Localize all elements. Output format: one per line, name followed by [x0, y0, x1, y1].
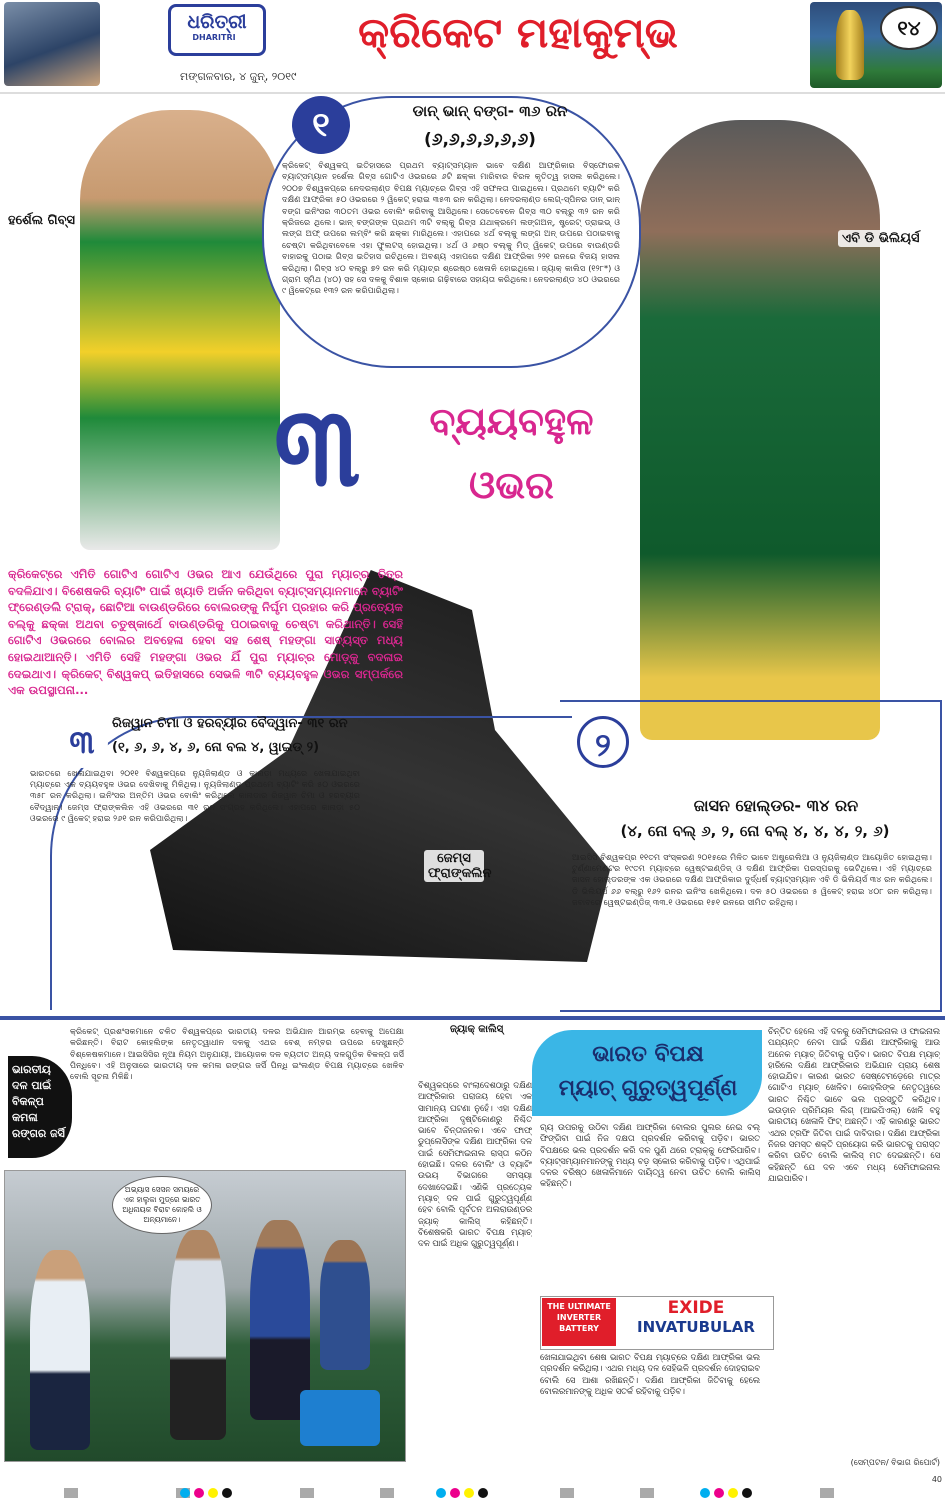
match-column-2b: ଖେଳାଯାଇଥିବା ଶେଷ ଭାରତ ବିପକ୍ଷ ମ୍ୟାଚ୍‌ରେ ଦକ୍ଷିଣ ଆଫ୍ରିକା ଭଲ ପ୍ରଦର୍ଶନ କରିଥିଲା। ଏଥର ମଧ୍ୟ ଦଳ ସେହିଭଳି ପ୍ରଦର୍ଶନ ଦୋହରାଇବ ବୋଲି ସେ ଆଶା ରଖିଛନ୍ତି। ଦକ୍ଷିଣ ଆଫ୍ରିକା ଜିତିବାକୁ ହେଲେ ବୋଲରମାନଙ୍କୁ ଅଧିକ ସତର୍କ ରହିବାକୁ ପଡ଼ିବ। [540, 1352, 760, 1396]
story-2-balls: (୪, ନୋ ବଲ୍ ୬, ୨, ନୋ ବଲ୍ ୪, ୪, ୪, ୨, ୬) [620, 822, 890, 840]
jersey-story-body: କ୍ରିକେଟ୍ ପ୍ରଶଂସକମାନେ ଚଳିତ ବିଶ୍ୱକପ୍‌ରେ ଭାରତୀୟ ଦଳର ଅଭିଯାନ ଆରମ୍ଭ ହେବାକୁ ଅପେକ୍ଷା କରିଛନ୍ତି। ବିରାଟ କୋହଲିଙ୍କ ନେତୃତ୍ୱାଧୀନ ଦଳକୁ ଏଥର ବେଶ୍ ନମ୍ବର ଉପରେ ଦେଖୁଛନ୍ତି ବିଶ୍ଳେଷକମାନେ। ଆଇସିସିର ନୂଆ ନିୟମ ଅନୁଯାୟୀ, ଆୟୋଜକ ଦଳ ବ୍ୟତୀତ ଅନ୍ୟ ଦଳଗୁଡ଼ିକ ବିକଳ୍ପ ଜର୍ସି ପିନ୍ଧିବେ। ଏହି ଅନୁସାରେ ଭାରତୀୟ ଦଳ କମଳା ରଙ୍ଗର ଜର୍ସି ପିନ୍ଧି ଇଂଲଣ୍ଡ ବିପକ୍ଷ ମ୍ୟାଚ୍‌ରେ ଖେଳିବ ବୋଲି ସୂଚନା ମିଳିଛି। [70, 1026, 404, 1082]
callis-caption: ଜ୍ୟାକ୍ କାଲିସ୍ [450, 1024, 504, 1035]
section-divider [0, 1016, 945, 1020]
magenta-dot-icon [194, 1488, 204, 1498]
ad-tagline: THE ULTIMATE INVERTER BATTERY [542, 1298, 616, 1346]
newspaper-logo-sub: DHARITRI [192, 33, 236, 42]
black-dot-icon [222, 1488, 232, 1498]
registration-mark [820, 1488, 834, 1498]
franklin-caption: ଜେମ୍ସ ଫ୍ରାଙ୍କଲିନ [424, 850, 484, 882]
headline-number: ୩ [273, 382, 361, 511]
black-dot-icon [742, 1488, 752, 1498]
match-headline-line-2: ମ୍ୟାଚ୍ ଗୁରୁତ୍ୱପୂର୍ଣ୍ଣ [558, 1076, 738, 1101]
headline-line-1: ବ୍ୟୟବହୁଳ [429, 398, 594, 443]
cyan-dot-icon [436, 1488, 446, 1498]
kohli-figure [30, 1250, 90, 1450]
registration-mark [560, 1488, 574, 1498]
player-figure [250, 1220, 310, 1420]
story-3-rank: ୩ [56, 716, 108, 768]
match-column-1: ବିଶ୍ୱକପ୍‌ରେ ବାଂଲାଦେଶଠାରୁ ଦକ୍ଷିଣ ଆଫ୍ରିକାର ପରାଜୟ ହେବା ଏକ ସାମାନ୍ୟ ଘଟଣା ନୁହେଁ। ଏହା ଦକ୍ଷିଣ ଆଫ୍ରିକା ଦୃଷ୍ଟିକୋଣରୁ ନିଶ୍ଚିତ ଭାବେ ଚିନ୍ତାଜନକ। ଏବେ ଫାଫ୍ ଡୁପ୍ଲେସିଙ୍କ ଦକ୍ଷିଣ ଆଫ୍ରିକା ଦଳ ପାଇଁ ସେମିଫାଇନାଲ ରାସ୍ତା କଠିନ ହୋଇଛି। ଦଳର ବୋଲିଂ ଓ ବ୍ୟାଟିଂ ଉଭୟ ବିଭାଗରେ ସମସ୍ୟା ଦେଖାଦେଇଛି। ଏଣିକି ପ୍ରତ୍ୟେକ ମ୍ୟାଚ୍ ଦଳ ପାଇଁ ଗୁରୁତ୍ୱପୂର୍ଣ୍ଣ ହେବ ବୋଲି ପୂର୍ବତନ ଅଲରାଉଣ୍ଡର ଜ୍ୟାକ୍ କାଲିସ୍ କହିଛନ୍ତି। ବିଶେଷକରି ଭାରତ ବିପକ୍ଷ ମ୍ୟାଚ୍ ଦଳ ପାଇଁ ଅଧିକ ଗୁରୁତ୍ୱପୂର୍ଣ୍ଣ। [418, 1080, 532, 1249]
player-figure-2 [320, 1240, 370, 1370]
devilliers-photo [640, 120, 880, 740]
world-cup-trophy-icon [836, 10, 864, 80]
header-player-photo [4, 2, 100, 86]
cyan-dot-icon [180, 1488, 190, 1498]
story-3-title: ରିଜୱାନ ଚିମା ଓ ହରବ୍ୟୀର ବୈଦ୍ୱାନ- ୩୧ ରନ [112, 716, 348, 731]
coach-figure [170, 1230, 226, 1440]
ad-product: INVATUBULAR [637, 1318, 755, 1336]
magenta-dot-icon [714, 1488, 724, 1498]
story-1-balls: (୬,୬,୬,୬,୬,୬) [424, 130, 536, 150]
yellow-dot-icon [208, 1488, 218, 1498]
magenta-dot-icon [450, 1488, 460, 1498]
yellow-dot-icon [464, 1488, 474, 1498]
jersey-story-label: ଭାରତୀୟ ଦଳ ପାଇଁ ବିକଳ୍ପ କମଳା ରଙ୍ଗର ଜର୍ସି [8, 1056, 72, 1158]
cooler-box [300, 1390, 380, 1446]
story-2-body: ଆଇସିସି ବିଶ୍ୱକପ୍‌ର ୧୧ତମ ସଂସ୍କରଣ ୨୦୧୫ରେ ମିଳିତ ଭାବେ ଅଷ୍ଟ୍ରେଲିଆ ଓ ନ୍ୟୁଜିଲାଣ୍ଡ ଆୟୋଜିତ ହୋଇଥିଲା। ଟୁର୍ଣ୍ଣାମେଣ୍ଟର ୧୯ତମ ମ୍ୟାଚ୍‌ରେ ୱେଷ୍ଟଇଣ୍ଡିଜ୍ ଓ ଦକ୍ଷିଣ ଆଫ୍ରିକା ପରସ୍ପରକୁ ଭେଟିଥିଲେ। ଏହି ମ୍ୟାଚ୍‌ରେ ଜାସନ ହୋଲ୍ଡରଙ୍କ ଏକ ଓଭରରେ ଦକ୍ଷିଣ ଆଫ୍ରିକାର ଦୁର୍ଦ୍ଧର୍ଷ ବ୍ୟାଟ୍ସମ୍ୟାନ ଏବି ଡି ଭିଲିୟର୍ସ ୩୪ ରନ କରିଥିଲେ। ଡି ଭିଲିୟର୍ସ ୬୬ ବଲ୍‌ରୁ ୧୬୨ ରନର ଇନିଂସ ଖେଳିଥିଲେ। ଦଳ ୫୦ ଓଭରରେ ୫ ୱିକେଟ୍ ହରାଇ ୪୦୮ ରନ କରିଥିଲା। ଜବାବରେ ୱେଷ୍ଟଇଣ୍ଡିଜ୍ ୩୩.୧ ଓଭରରେ ୧୫୧ ରନରେ ସୀମିତ ରହିଥିଲା। [572, 852, 932, 907]
registration-mark [300, 1488, 314, 1498]
headline-line-2: ଓଭର [469, 462, 554, 507]
story-3-balls: (୧, ୬, ୬, ୪, ୬, ନୋ ବଲ ୪, ୱାଇଡ୍ ୨) [112, 740, 320, 755]
cyan-dot-icon [700, 1488, 710, 1498]
story-2-title: ଜାସନ ହୋଲ୍ଡର- ୩୪ ରନ [693, 796, 859, 815]
gibbs-photo [80, 110, 280, 550]
story-3-body: ଭାରତରେ ଖେଳାଯାଇଥିବା ୨୦୧୧ ବିଶ୍ୱକପ୍‌ରେ ନ୍ୟୁଜିଲାଣ୍ଡ ଓ କାନାଡ଼ା ମଧ୍ୟରେ ଖେଳାଯାଇଥିବା ମ୍ୟାଚ୍‌ରେ ଏକ ବ୍ୟୟବହୁଳ ଓଭର ଦେଖିବାକୁ ମିଳିଥିଲା। ନ୍ୟୁଜିଲାଣ୍ଡ ପ୍ରଥମେ ବ୍ୟାଟିଂ କରି ୫୦ ଓଭରରେ ୩୫୮ ରନ କରିଥିଲା। ଇନିଂସର ଅନ୍ତିମ ଓଭର ବୋଲିଂ କରିଥିଲେ କାନାଡ଼ାର ରିଜୱାନ ଚିମା ଓ ହରବ୍ୟୀର ବୈଦ୍ୱାନ। ଜେମ୍ସ ଫ୍ରାଙ୍କଲିନ ଏହି ଓଭରରେ ୩୧ ରନ ସଂଗ୍ରହ କରିଥିଲେ। ଏହାପରେ କାନାଡ଼ା ୫୦ ଓଭରରେ ୯ ୱିକେଟ୍ ହରାଇ ୨୬୧ ରନ କରିପାରିଥିଲା। [30, 768, 360, 823]
story-1-title: ଡାନ୍ ଭାନ୍ ବଙ୍ଗ- ୩୬ ରନ [412, 102, 568, 120]
match-column-3: ଚିନ୍ତିତ ହେଲେ ଏହି ଦଳକୁ ସେମିଫାଇନାଲ ଓ ଫାଇନାଲ ପଯ୍ୟନ୍ତ ନେବା ପାଇଁ ଦକ୍ଷିଣ ଆଫ୍ରିକାକୁ ଆଉ ଅନେକ ମ୍ୟାଚ୍ ଜିତିବାକୁ ପଡ଼ିବ। ଭାରତ ବିପକ୍ଷ ମ୍ୟାଚ୍ ହାରିଲେ ଦକ୍ଷିଣ ଆଫ୍ରିକାର ଅଭିଯାନ ପ୍ରାୟ ଶେଷ ହୋଇଯିବ। କାରଣ ଭାରତ ସେଷ୍ଟେମଡ଼େରେ ମାତ୍ର ଗୋଟିଏ ମ୍ୟାଚ୍ ଖେଳିବ। କୋହଲିଙ୍କ ନେତୃତ୍ୱରେ ଭାରତ ନିଶ୍ଚିତ ଭାବେ ଭଲ ପ୍ରସ୍ତୁତି କରିଥିବ। ଇଉଡ଼ାନ ପ୍ରିମିୟର ଲିଗ୍ (ଆଇପିଏଲ୍) ଖେଳି ବହୁ ଭାରତୀୟ ଖେଳାଳି ଫିଟ୍ ଅଛନ୍ତି। ଏହି କାରଣରୁ ଭାରତ ଏଥର ଟ୍ରଫି ଜିତିବା ପାଇଁ ଦାବିଦାର। ଦକ୍ଷିଣ ଆଫ୍ରିକା ନିଜର ସମସ୍ତ ଶକ୍ତି ପ୍ରୟୋଗ କରି ଭାରତକୁ ପରାସ୍ତ କରିବା ଉଚିତ ବୋଲି କାଲିସ୍ ମତ ଦେଇଛନ୍ତି। ସେ କହିଛନ୍ତି ଯେ ଦଳ ଏବେ ମଧ୍ୟ ସେମିଫାଇନାଲ ଯାଇପାରିବ। [768, 1026, 940, 1183]
match-byline: (ସେମ୍ପଟନ/ ବିଭାଗ ରିପୋର୍ଟ) [850, 1458, 940, 1467]
yellow-dot-icon [728, 1488, 738, 1498]
match-column-2: ୠ୍ୟ ଉପରକୁ ଉଠିବା ଦକ୍ଷିଣ ଆଫ୍ରିକା ବୋଲର ପୁଲର ନେଇ ବଲ୍ ଫିଙ୍ଗିବା ପାଇଁ ନିଜ ଦକ୍ଷତା ପ୍ରଦର୍ଶନ କରିବାକୁ ପଡ଼ିବ। ଭାରତ ବିପକ୍ଷରେ ଭଲ ପ୍ରଦର୍ଶନ କରି ଦଳ ପୁଣି ଥରେ ଟ୍ରାକ୍‌କୁ ଫେରିପାରିବ। ବ୍ୟାଟ୍ସମ୍ୟାନମାନଙ୍କୁ ମଧ୍ୟ ବଡ଼ ସ୍କୋର କରିବାକୁ ପଡ଼ିବ। ଏଥିପାଇଁ ଦଳର ବରିଷ୍ଠ ଖେଳାଳିମାନେ ଦାୟିତ୍ୱ ନେବା ଉଚିତ ବୋଲି କାଲିସ୍ କହିଛନ୍ତି। [540, 1122, 760, 1189]
match-headline-line-1: ଭାରତ ବିପକ୍ଷ [592, 1042, 704, 1067]
footer-page-ref: 40 [931, 1475, 942, 1484]
ad-brand: EXIDE [667, 1298, 725, 1318]
devilliers-caption: ଏବି ଡି ଭିଲିୟର୍ସ [838, 230, 923, 247]
issue-date: ମଙ୍ଗଳବାର, ୪ ଜୁନ୍, ୨୦୧୯ [180, 70, 297, 83]
story-1-body: କ୍ରିକେଟ୍ ବିଶ୍ୱକପ୍ ଇତିହାସରେ ପ୍ରଥମ ବ୍ୟାଟ୍ସମ୍ୟାନ ଭାବେ ଦକ୍ଷିଣ ଆଫ୍ରିକାର ବିସ୍ଫୋରକ ବ୍ୟାଟ୍ସମ୍ୟାନ ହର୍ଶେଲ ଗିବ୍ସ ଗୋଟିଏ ଓଭରରେ ୬ଟି ଛକ୍କା ମାରିବାର ବିରଳ କୃତିତ୍ୱ ହାସଲ କରିଥିଲେ। ୨୦୦୭ ବିଶ୍ୱକପ୍‌ରେ ନେଦରଲାଣ୍ଡ ବିପକ୍ଷ ମ୍ୟାଚ୍‌ରେ ଗିବ୍ସ ଏହି ସଫଳତା ପାଇଥିଲେ। ପ୍ରଥମେ ବ୍ୟାଟିଂ କରି ଦକ୍ଷିଣ ଆଫ୍ରିକା ୫୦ ଓଭରରେ ୨ ୱିକେଟ୍ ହରାଇ ୩୫୩ ରନ କରିଥିଲା। ନେଦରଲାଣ୍ଡ ଲେଗ୍-ସ୍ପିନର ଡାନ୍ ଭାନ୍ ବଙ୍ଗ ଇନିଂସର ୩୦ତମ ଓଭର ବୋଲିଂ କରିବାକୁ ଆସିଥିଲେ। ସେତେବେଳେ ଗିବ୍ସ ୩୦ ବଲ୍‌ରୁ ୩୨ ରନ କରି କ୍ରିଜରେ ଥିଲେ। ଭାନ୍ ବଙ୍ଗଙ୍କ ପ୍ରଥମ ୩ଟି ବଲ୍‌କୁ ଗିବ୍ସ ଯଥାକ୍ରମେ ଲଙ୍ଗଅନ୍, ଷ୍ଟ୍ରେଟ୍ ଡ୍ରାଇଭ୍ ଓ ଲଙ୍ଗ ଅଫ୍ ଉପରେ ଲମ୍ବିଂ କରି ଛକ୍କା ମାରିଥିଲେ। ଏହାପରେ ୪ର୍ଥ ବଲ୍‌କୁ ଲଙ୍ଗ ଅନ୍ ଉପରେ ପଠାଇବାକୁ ଚେଷ୍ଟା କରିଥିବାବେଳେ ଏହା ଫୁଲଟସ୍ ହୋଇଥିଲା। ୪ର୍ଥ ଓ ୬ଷ୍ଠ ବଲ୍‌କୁ ମିଡ୍ ୱିକେଟ୍ ଉପରେ ବାଉଣ୍ଡରି ବାହାରକୁ ପଠାଇ ଗିବ୍ସ ଇତିହାସ ରଚିଥିଲେ। ଅବଶ୍ୟ ଏହାପରେ ଦକ୍ଷିଣ ଆଫ୍ରିକା ୨୨୧ ରନରେ ବିଜୟ ହାସଲ କରିଥିଲା। ଗିବ୍ସ ୪୦ ବଲ୍‌ରୁ ୭୨ ରନ କରି ମ୍ୟାଚ୍‌ର ଶ୍ରେଷ୍ଠ ଖେଳାଳି ହୋଇଥିଲେ। ଜ୍ୟାକ୍ କାଲିସ (୧୨୮*) ଓ ଗ୍ରାମ ସ୍ମିଥ (୪୦) ସହ ସେ ଦଳକୁ ବିଶାଳ ସ୍କୋର ଗଢ଼ିବାରେ ସହାୟତା କରିଥିଲେ। ନେଦରଲାଣ୍ଡ ୪୦ ଓଭରରେ ୯ ୱିକେଟ୍‌ରେ ୧୩୨ ରନ କରିପାରିଥିଲା। [282, 160, 620, 296]
section-masthead: କ୍ରିକେଟ ମହାକୁମ୍ଭ [358, 8, 678, 57]
story-2-rank: ୨ [577, 716, 629, 768]
page-number-badge: ୧୪ [880, 6, 938, 50]
feature-intro: କ୍ରିକେଟ୍‌ରେ ଏମିତି ଗୋଟିଏ ଗୋଟିଏ ଓଭର ଆଏ ଯେଉଁଥିରେ ପୁରା ମ୍ୟାଚ୍‌ର ଚିତ୍ର ବଦଳିଯାଏ। ବିଶେଷକରି ବ୍ୟାଟିଂ ପାଇଁ ଖ୍ୟାତି ଅର୍ଜନ କରିଥିବା ବ୍ୟାଟ୍ସମ୍ୟାନମାନେ ବ୍ୟାଟିଂ ଫ୍ରେଣ୍ଡଲି ଟ୍ରାକ୍, ଛୋଟିଆ ବାଉଣ୍ଡରିରେ ବୋଲରଙ୍କୁ ନିର୍ଘୃମ ପ୍ରହାର କରି ପ୍ରତ୍ୟେକ ବଲ୍‌କୁ ଛକ୍କା ଅଥବା ଚତୁଷ୍କାର୍ଥେ ବାଉଣ୍ଡରିକୁ ପଠାଇବାକୁ ଚେଷ୍ଟା କରିଥାନ୍ତି। ସେହି ଗୋଟିଏ ଓଭରରେ ବୋଲର ଅବହେଳା ହେବା ସହ ଶେଷ୍‌ ମହଙ୍ଗା ସାବ୍ୟସ୍ତ ମଧ୍ୟ ହୋଇଥାଆନ୍ତି। ଏମିତି ସେହି ମହଙ୍ଗା ଓଭର ଯିଁ ପୁରା ମ୍ୟାଚ୍‌ର ମୋଡ଼୍‌କୁ ବଦଳାଇ ଦେଇଥାଏ। କ୍ରିକେଟ୍ ବିଶ୍ୱକପ୍ ଇତିହାସରେ ସେଭଳି ୩ଟି ବ୍ୟୟବହୁଳ ଓଭର ସମ୍ପର୍କରେ ଏକ ଉପସ୍ଥାପନା... [8, 567, 403, 698]
registration-mark [640, 1488, 654, 1498]
black-dot-icon [478, 1488, 488, 1498]
gibbs-caption: ହର୍ଶେଲ ଗିବ୍ସ [4, 212, 79, 229]
training-caption-bubble: ଅଭ୍ୟାସ ସେସନ ସମୟରେ ଏକ ହାଲୁକା ମୁଡ୍‌ରେ ଭାରତ ଅଧିନାୟକ ବିରାଟ କୋହଲି ଓ ଅନ୍ୟମାନେ। [112, 1176, 212, 1234]
registration-mark [380, 1488, 394, 1498]
story-1-rank: ୧ [292, 96, 350, 154]
registration-mark [64, 1488, 78, 1498]
newspaper-logo: ଧରିତ୍ରୀ [168, 4, 266, 56]
